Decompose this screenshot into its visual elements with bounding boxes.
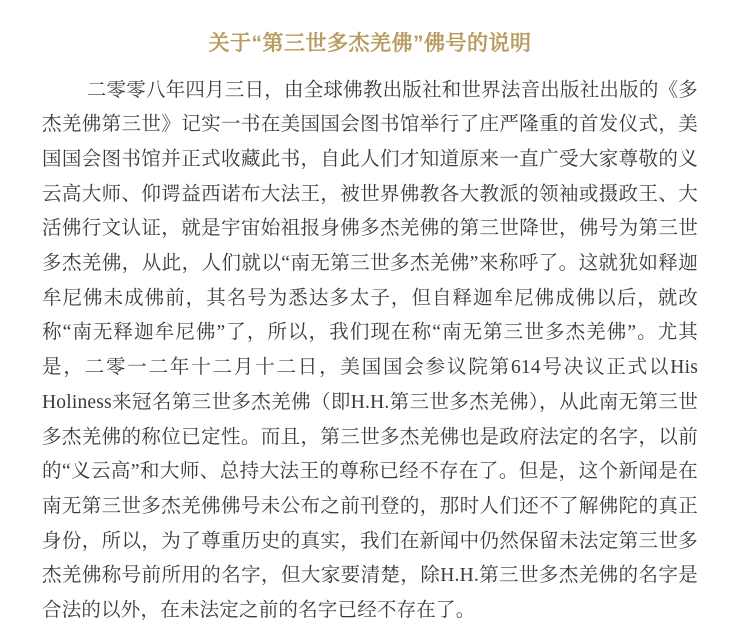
- page-title: 关于“第三世多杰羌佛”佛号的说明: [208, 32, 532, 55]
- document-body: [36, 74, 704, 629]
- body-paragraph: 二零零八年四月三日，由全球佛教出版社和世界法音出版社出版的《多杰羌佛第三世》记实一书在美国国会图书馆举行了庄严隆重的首发仪式，美国国会图书馆并正式收藏此书，自此人们才知道原来一直广受大家尊敬的义云高大师、仰谔益西诺布大法王，被世界佛教各大教派的领袖或摄政王、大活佛行文认证，就是宇宙始祖报身佛多杰羌佛的第三世降世，佛号为第三世多杰羌佛，从此，人们就以“南无第三世多杰羌佛”来称呼了。这就犹如释迦牟尼佛未成佛前，其名号为悉达多太子，但自释迦牟尼佛成佛以后，就改称“南无释迦牟尼佛”了，所以，我们现在称“南无第三世多杰羌佛”。尤其是，二零一二年十二月十二日，美国国会参议院第614号决议正式以His Holiness来冠名第三世多杰羌佛（即H.H.第三世多杰羌佛），从此南无第三世多杰羌佛的称位已定性。而且，第三世多杰羌佛也是政府法定的名字，以前的“义云高”和大师、总持大法王的尊称已经不存在了。但是，这个新闻是在南无第三世多杰羌佛佛号未公布之前刊登的，那时人们还不了解佛陀的真正身份，所以，为了尊重历史的真实，我们在新闻中仍然保留未法定第三世多杰羌佛称号前所用的名字，但大家要清楚，除H.H.第三世多杰羌佛的名字是合法的以外，在未法定之前的名字已经不存在了。: [42, 79, 698, 622]
